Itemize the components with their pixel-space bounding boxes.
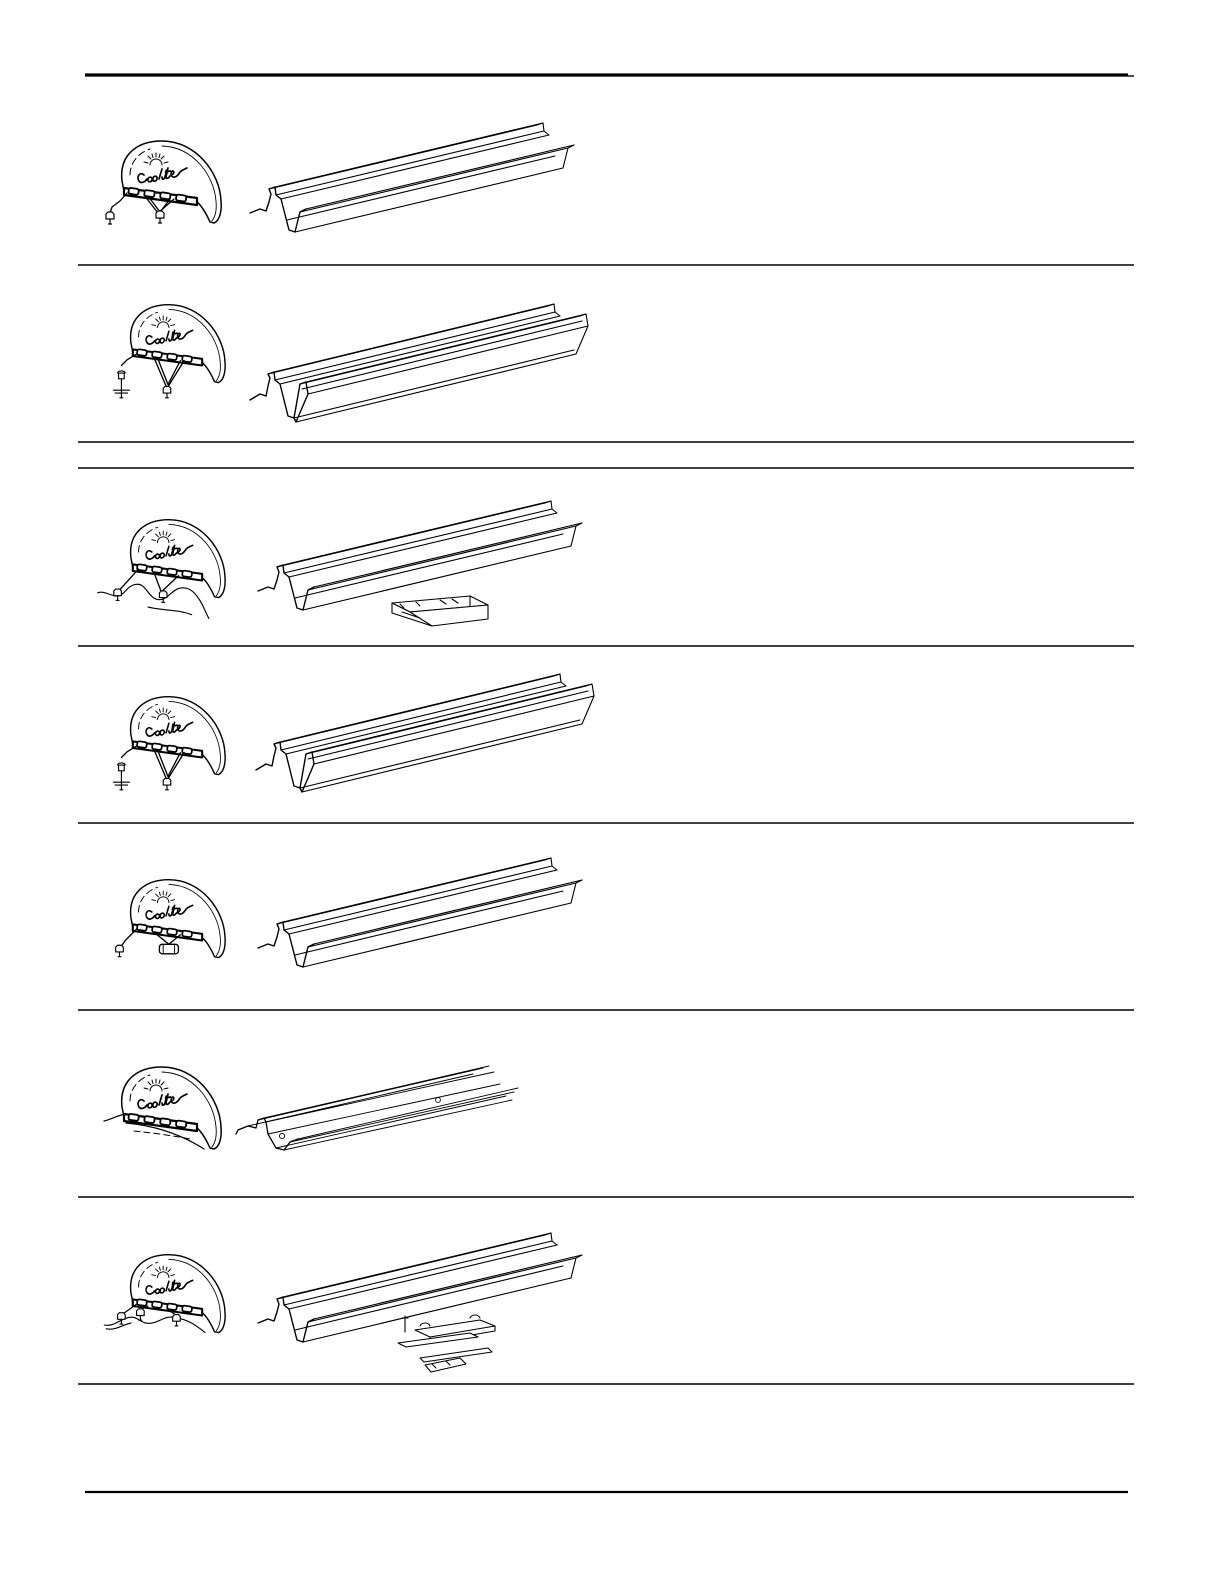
connector-block-icon — [392, 596, 488, 626]
rail-profile-icon — [250, 304, 588, 422]
clip-set-icon — [398, 1315, 495, 1372]
dome-mount-icon — [116, 880, 225, 958]
dome-mount-icon — [106, 141, 221, 224]
catalog-row — [113, 304, 588, 422]
washer-bolt-icon — [113, 763, 130, 790]
catalog-row — [104, 1066, 518, 1150]
rail-profile-icon — [236, 1066, 518, 1150]
rail-profile-icon — [258, 858, 582, 967]
nut-icon — [116, 945, 124, 956]
dome-mount-icon — [113, 697, 225, 790]
dome-mount-icon — [98, 520, 225, 619]
nut-icon — [118, 1313, 126, 1324]
nut-icon — [163, 778, 171, 789]
nut-icon — [114, 589, 122, 600]
catalog-row — [98, 501, 582, 626]
nut-icon — [106, 212, 114, 224]
nut-icon — [156, 211, 164, 223]
nut-icon — [159, 944, 178, 954]
catalog-row — [104, 1233, 582, 1372]
nut-icon — [173, 1315, 181, 1326]
rail-profile-icon — [250, 123, 574, 232]
nut-icon — [163, 386, 171, 397]
dome-mount-icon — [113, 305, 225, 398]
dome-mount-icon — [104, 1255, 225, 1333]
washer-bolt-icon — [113, 371, 130, 398]
nut-icon — [159, 591, 167, 602]
rail-profile-icon — [256, 674, 594, 792]
catalog-row — [113, 674, 594, 792]
rail-profile-icon — [258, 501, 582, 610]
dome-mount-icon — [104, 1067, 221, 1149]
catalog-row — [106, 123, 574, 232]
catalog-row — [116, 858, 582, 967]
